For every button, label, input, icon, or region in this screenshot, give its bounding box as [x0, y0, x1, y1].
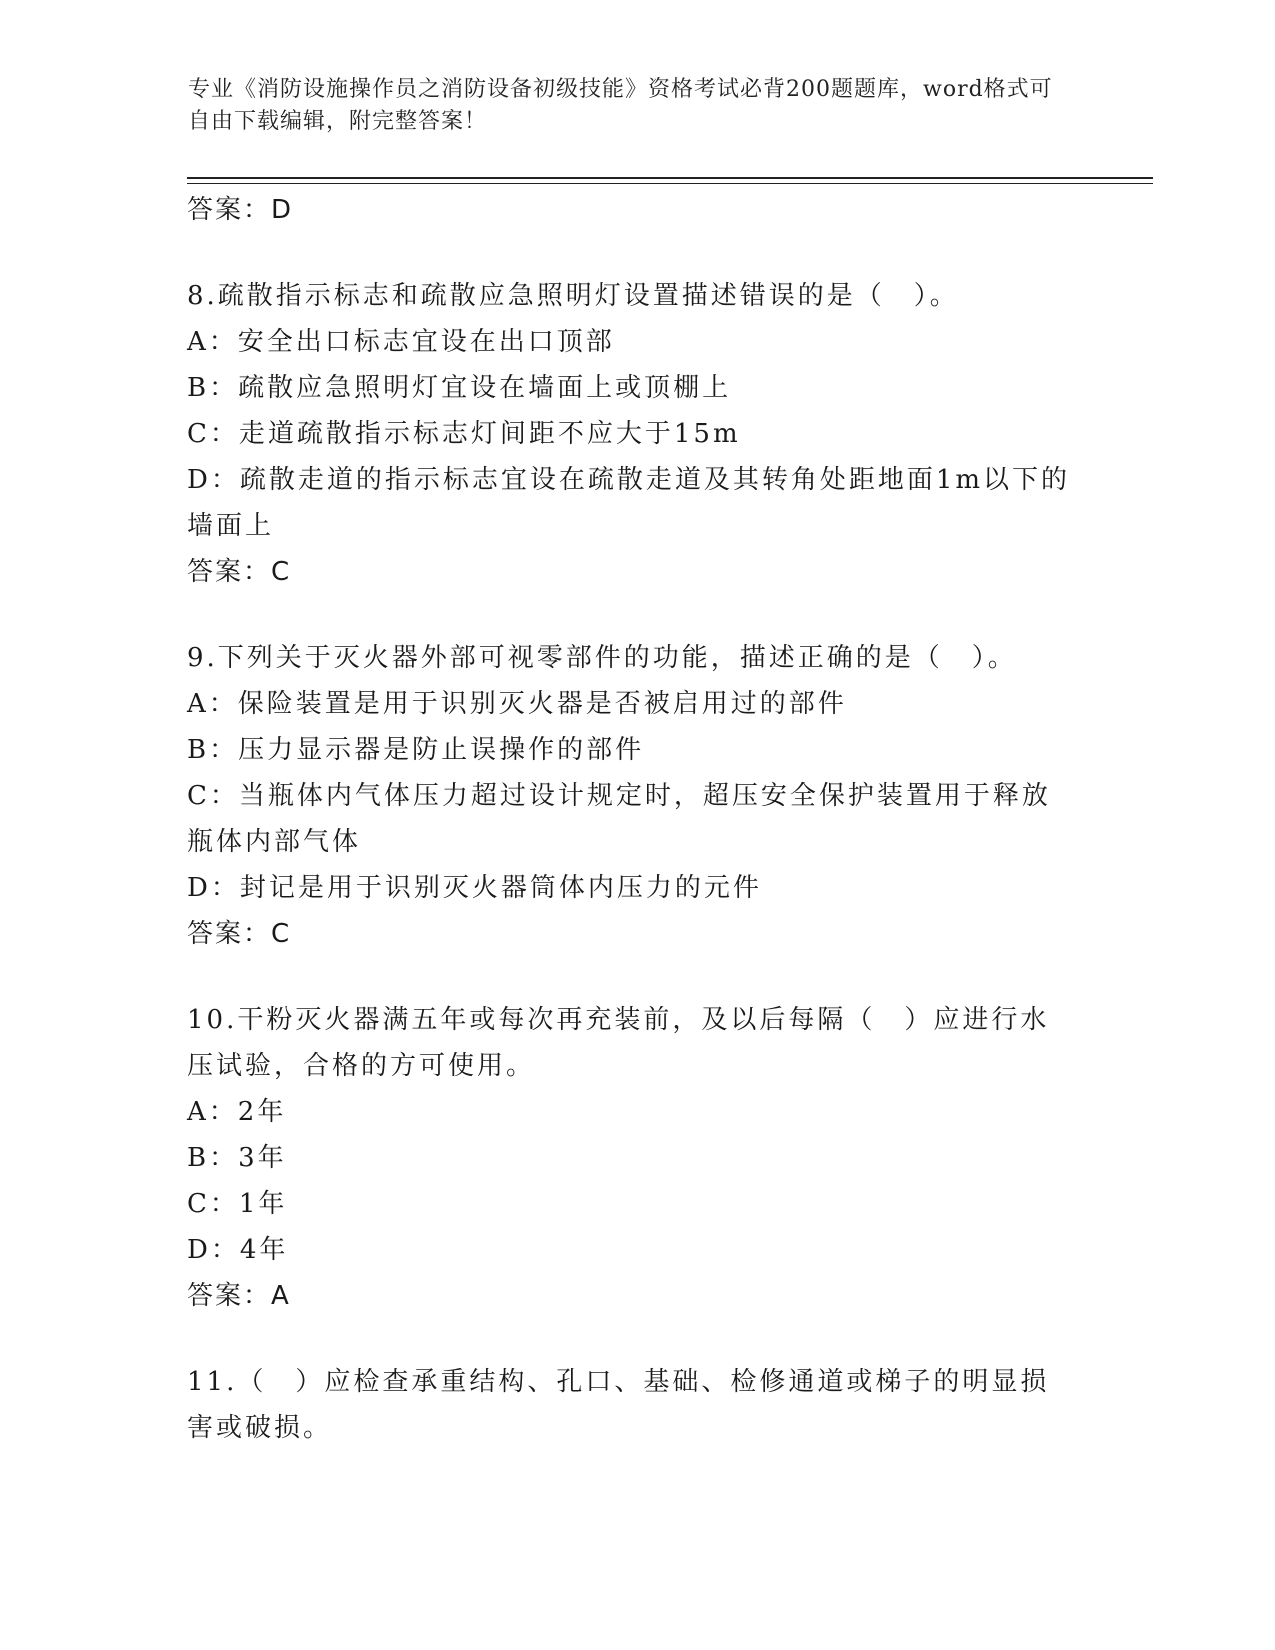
question-stem: 11.（ ）应检查承重结构、孔口、基础、检修通道或梯子的明显损害或破损。 — [187, 1367, 1050, 1443]
option-b: B：3年 — [187, 1143, 287, 1173]
option-c: C：当瓶体内气体压力超过设计规定时，超压安全保护装置用于释放瓶体内部气体 — [187, 781, 1051, 857]
option-b: B：压力显示器是防止误操作的部件 — [187, 735, 645, 765]
header-rule-thin — [187, 183, 1153, 184]
answer: 答案：C — [187, 557, 292, 587]
question-content — [187, 187, 1077, 1451]
question-stem: 9.下列关于灭火器外部可视零部件的功能，描述正确的是（ ）。 — [187, 643, 1017, 673]
option-b: B：疏散应急照明灯宜设在墙面上或顶棚上 — [187, 373, 732, 403]
document-header: 专业《消防设施操作员之消防设备初级技能》资格考试必背200题题库，word格式可自由下载编辑，附完整答案！ — [188, 77, 1053, 134]
spacer — [187, 233, 1077, 273]
option-a: A：2年 — [187, 1097, 287, 1127]
option-c: C：走道疏散指示标志灯间距不应大于15m — [187, 419, 741, 449]
option-c: C：1年 — [187, 1189, 288, 1219]
question-block-8 — [187, 273, 1077, 595]
option-a: A：安全出口标志宜设在出口顶部 — [187, 327, 615, 357]
question-block-10 — [187, 997, 1077, 1319]
option-d: D：疏散走道的指示标志宜设在疏散走道及其转角处距地面1m以下的墙面上 — [187, 465, 1071, 541]
previous-answer: 答案：D — [187, 195, 294, 225]
question-block-9 — [187, 635, 1077, 957]
header-rule-thick — [187, 177, 1153, 179]
spacer — [187, 1319, 1077, 1359]
spacer — [187, 595, 1077, 635]
spacer — [187, 957, 1077, 997]
option-a: A：保险装置是用于识别灭火器是否被启用过的部件 — [187, 689, 847, 719]
answer: 答案：A — [187, 1281, 291, 1311]
question-stem: 8.疏散指示标志和疏散应急照明灯设置描述错误的是（ ）。 — [187, 281, 959, 311]
option-d: D：4年 — [187, 1235, 289, 1265]
option-d: D：封记是用于识别灭火器筒体内压力的元件 — [187, 873, 762, 903]
answer: 答案：C — [187, 919, 292, 949]
question-block-11 — [187, 1359, 1077, 1451]
question-stem: 10.干粉灭火器满五年或每次再充装前，及以后每隔（ ）应进行水压试验，合格的方可使用。 — [187, 1005, 1050, 1081]
